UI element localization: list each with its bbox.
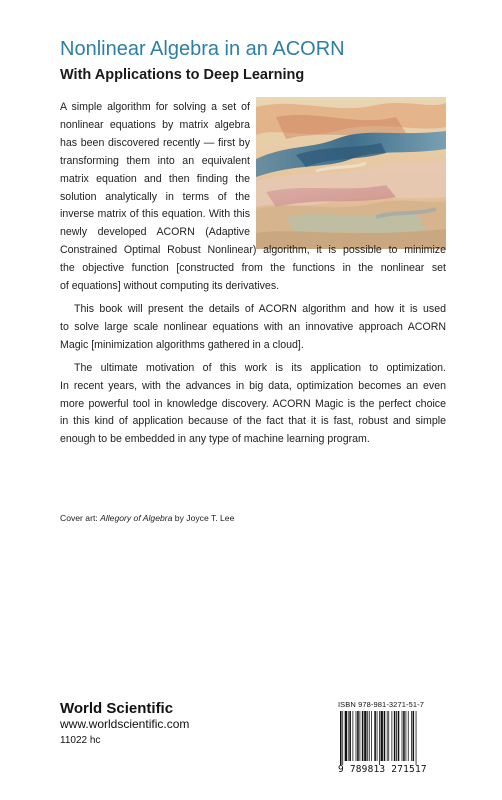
cover-art-prefix: Cover art: <box>60 513 101 523</box>
description-line: the objective function [constructed from the functions in the nonlinear set <box>60 262 446 275</box>
barcode-bar <box>413 711 415 761</box>
description-line: Constrained Optimal Robust Nonlinear) algorithm, it is possible to minimize <box>60 244 446 257</box>
barcode-bar <box>403 711 405 761</box>
paragraph3-line: enough to be embedded in any type of machine learning program. <box>60 433 370 446</box>
description-line: solution analytically in terms of the <box>60 190 250 203</box>
paragraph2-line: to solve large scale nonlinear equations with an innovative approach ACORN <box>60 320 446 333</box>
barcode-bar <box>362 711 364 761</box>
cover-art-credit <box>60 513 234 523</box>
description-line: of equations] without computing its derivatives. <box>60 280 280 293</box>
book-subtitle: With Applications to Deep Learning <box>60 67 305 83</box>
barcode-bar <box>371 711 372 761</box>
cover-art-artist: by Joyce T. Lee <box>172 513 235 523</box>
barcode-bar <box>345 711 347 761</box>
barcode-bar <box>352 711 353 761</box>
barcode-bar <box>348 711 349 761</box>
paragraph3-line: In recent years, with the advances in big data, optimization becomes an even <box>60 379 446 392</box>
description-line: transforming them into an equivalent <box>60 154 250 167</box>
barcode-bar <box>357 711 359 761</box>
description-line: inverse matrix of this equation. With this <box>60 208 250 221</box>
barcode-bar <box>406 711 407 761</box>
publisher-name: World Scientific <box>60 700 174 717</box>
description-line: has been discovered recently — first by <box>60 136 250 149</box>
paragraph2-line: This book will present the details of ACORN algorithm and how it is used <box>74 302 446 315</box>
barcode-bar <box>402 711 403 761</box>
barcode-bar <box>377 711 378 761</box>
barcode-bar <box>356 711 357 761</box>
barcode-bar <box>374 711 376 761</box>
publisher-code: 11022 hc <box>60 735 101 746</box>
book-description <box>60 99 446 449</box>
publisher-url: www.worldscientific.com <box>60 717 190 731</box>
barcode-bar <box>342 711 343 765</box>
barcode-bar <box>381 711 383 761</box>
barcode-block <box>338 700 442 775</box>
barcode-bar <box>367 711 368 761</box>
publisher-block <box>60 700 189 748</box>
description-line: matrix equation and then finding the <box>60 172 250 185</box>
description-line: newly developed ACORN (Adaptive <box>60 226 250 239</box>
barcode-bar <box>340 711 342 765</box>
barcode-bar <box>349 711 351 761</box>
paragraph3-line: more powerful tool in knowledge discovery. ACORN Magic is the perfect choice <box>60 397 446 410</box>
book-title: Nonlinear Algebra in an ACORN <box>60 38 345 60</box>
barcode-bar <box>387 711 388 761</box>
cover-art-title: Allegory of Algebra <box>100 513 173 523</box>
description-line: nonlinear equations by matrix algebra <box>60 118 250 131</box>
barcode-bar <box>398 711 400 761</box>
isbn-label: ISBN 978-981-3271-51-7 <box>338 700 425 709</box>
barcode-bar <box>364 711 366 761</box>
barcode-bar <box>384 711 386 761</box>
barcode-bar <box>411 711 412 761</box>
paragraph2-line: Magic [minimization algorithms gathered in a cloud]. <box>60 338 304 351</box>
barcode-digits: 9 789813 271517 <box>338 764 427 775</box>
barcode-bar <box>394 711 396 761</box>
barcode-bar <box>360 711 361 761</box>
paragraph3-line: in this kind of application because of the fact that it is fast, robust and simple <box>60 415 446 428</box>
barcode-bar <box>408 711 409 761</box>
barcode-bar <box>396 711 397 761</box>
barcode-bar <box>369 711 370 761</box>
barcode-bar <box>391 711 392 761</box>
barcode-icon <box>338 711 442 765</box>
barcode-bar <box>388 711 389 761</box>
barcode-bar <box>416 711 417 765</box>
paragraph3-line: The ultimate motivation of this work is its application to optimization. <box>74 361 446 374</box>
barcode-bar <box>379 711 380 765</box>
description-line: A simple algorithm for solving a set of <box>60 101 250 113</box>
